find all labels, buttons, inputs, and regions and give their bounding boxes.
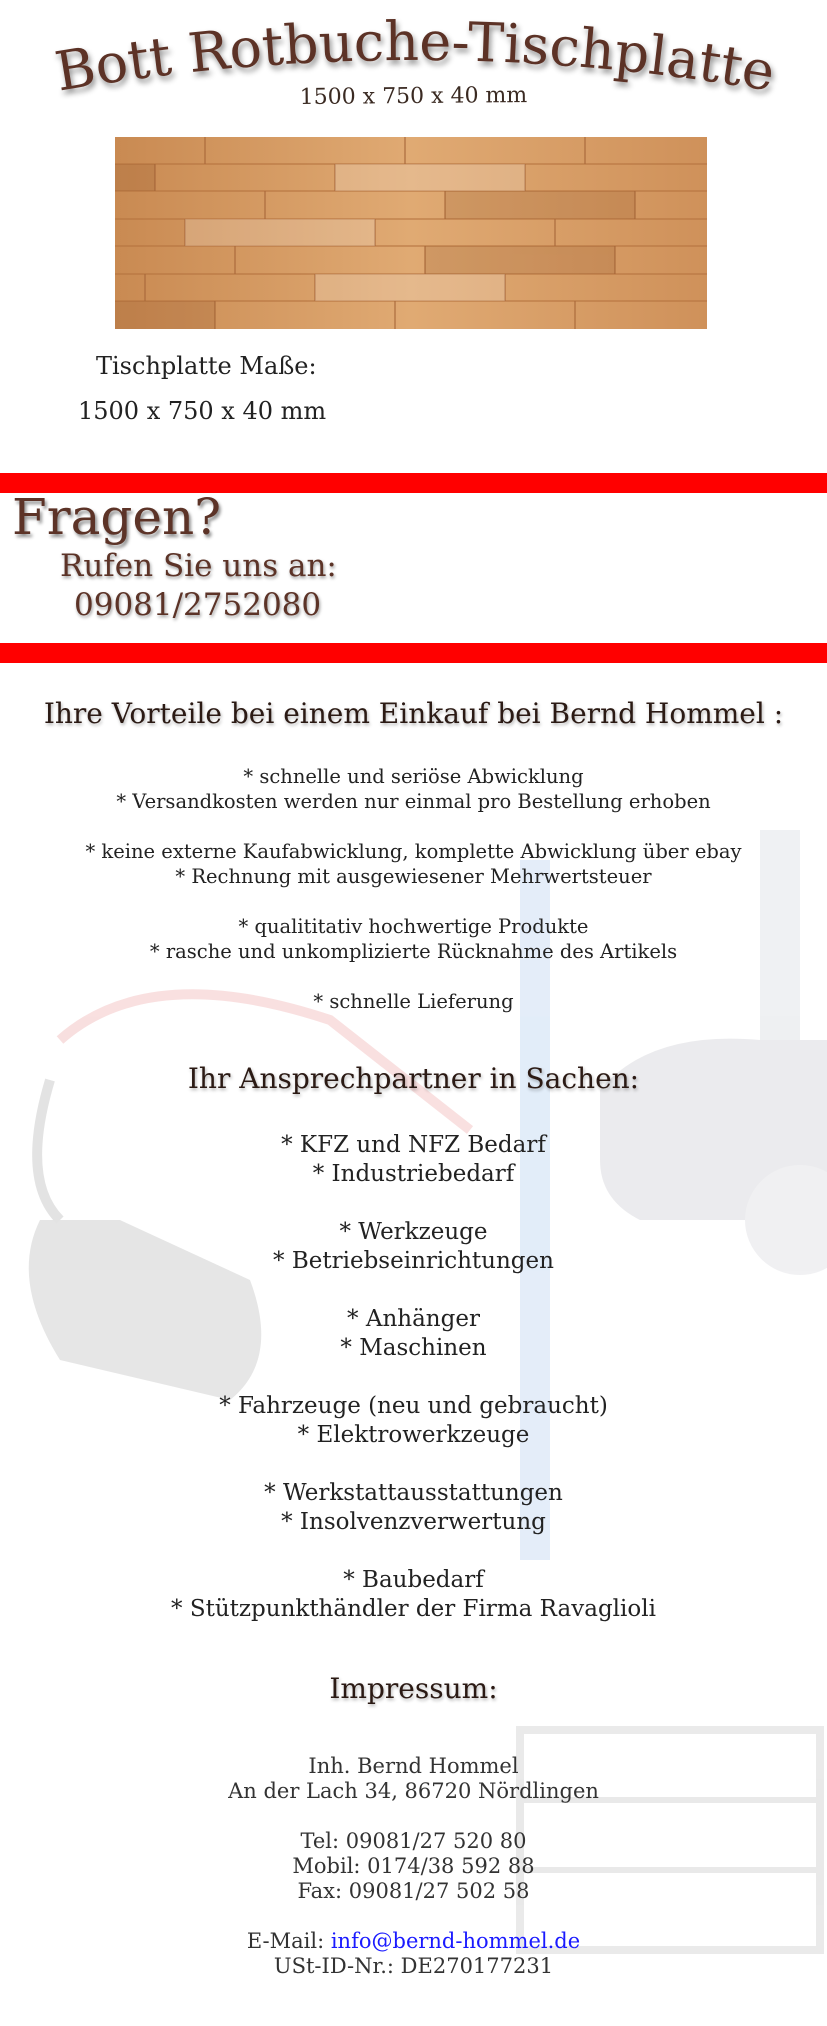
title-dimensions: 1500 x 750 x 40 mm [299, 83, 528, 110]
phone: Tel: 09081/27 520 80 [300, 1829, 527, 1853]
address: An der Lach 34, 86720 Nördlingen [228, 1779, 599, 1803]
list-item: * Werkzeuge [339, 1219, 488, 1245]
questions-heading: Fragen? [12, 488, 222, 546]
impressum-heading: Impressum: [329, 1672, 498, 1705]
list-item: * rasche und unkomplizierte Rücknahme des Artikels [149, 940, 678, 963]
partner-list [0, 1131, 827, 1624]
list-item: * Versandkosten werden nur einmal pro Bestellung erhoben [116, 790, 711, 813]
list-item: * Industriebedarf [312, 1161, 515, 1187]
partner-heading: Ihr Ansprechpartner in Sachen: [187, 1062, 640, 1095]
mobile: Mobil: 0174/38 592 88 [292, 1854, 535, 1878]
dimensions-value: 1500 x 750 x 40 mm [78, 397, 327, 425]
header-title [0, 0, 827, 130]
page-title: Bott Rotbuche-Tischplatte [50, 9, 780, 104]
list-item: * Werkstattausstattungen [264, 1480, 563, 1506]
list-item: * Rechnung mit ausgewiesener Mehrwertsteuer [175, 865, 652, 888]
list-item: * qualititativ hochwertige Produkte [238, 915, 589, 938]
advantages-heading: Ihre Vorteile bei einem Einkauf bei Bernd Hommel : [43, 697, 784, 730]
fax: Fax: 09081/27 502 58 [297, 1879, 530, 1903]
list-item: * Fahrzeuge (neu und gebraucht) [219, 1393, 608, 1419]
email-link[interactable]: info@bernd-hommel.de [330, 1929, 581, 1953]
list-item: * Baubedarf [343, 1567, 484, 1593]
list-item: * Insolvenzverwertung [281, 1509, 546, 1535]
advantages-list [0, 764, 827, 1014]
beech-tabletop-image [115, 137, 707, 329]
vat-id: USt-ID-Nr.: DE270177231 [273, 1954, 554, 1978]
owner-name: Inh. Bernd Hommel [308, 1754, 519, 1778]
list-item: * Maschinen [340, 1335, 487, 1361]
list-item: * KFZ und NFZ Bedarf [281, 1132, 546, 1158]
call-us-text: Rufen Sie uns an: [60, 548, 337, 584]
list-item: * Stützpunkthändler der Firma Ravaglioli [171, 1596, 656, 1622]
hotline-phone: 09081/2752080 [74, 587, 322, 623]
list-item: * schnelle und seriöse Abwicklung [243, 765, 584, 788]
list-item: * Elektrowerkzeuge [297, 1422, 530, 1448]
list-item: * Betriebseinrichtungen [273, 1248, 554, 1274]
list-item: * schnelle Lieferung [313, 990, 514, 1013]
list-item: * keine externe Kaufabwicklung, komplette Abwicklung über ebay [85, 840, 742, 863]
email-line [0, 1929, 827, 1954]
email-label: E-Mail: [246, 1929, 331, 1953]
list-item: * Anhänger [347, 1306, 480, 1332]
dimensions-label: Tischplatte Maße: [96, 352, 317, 380]
impressum-block [0, 1754, 827, 1979]
